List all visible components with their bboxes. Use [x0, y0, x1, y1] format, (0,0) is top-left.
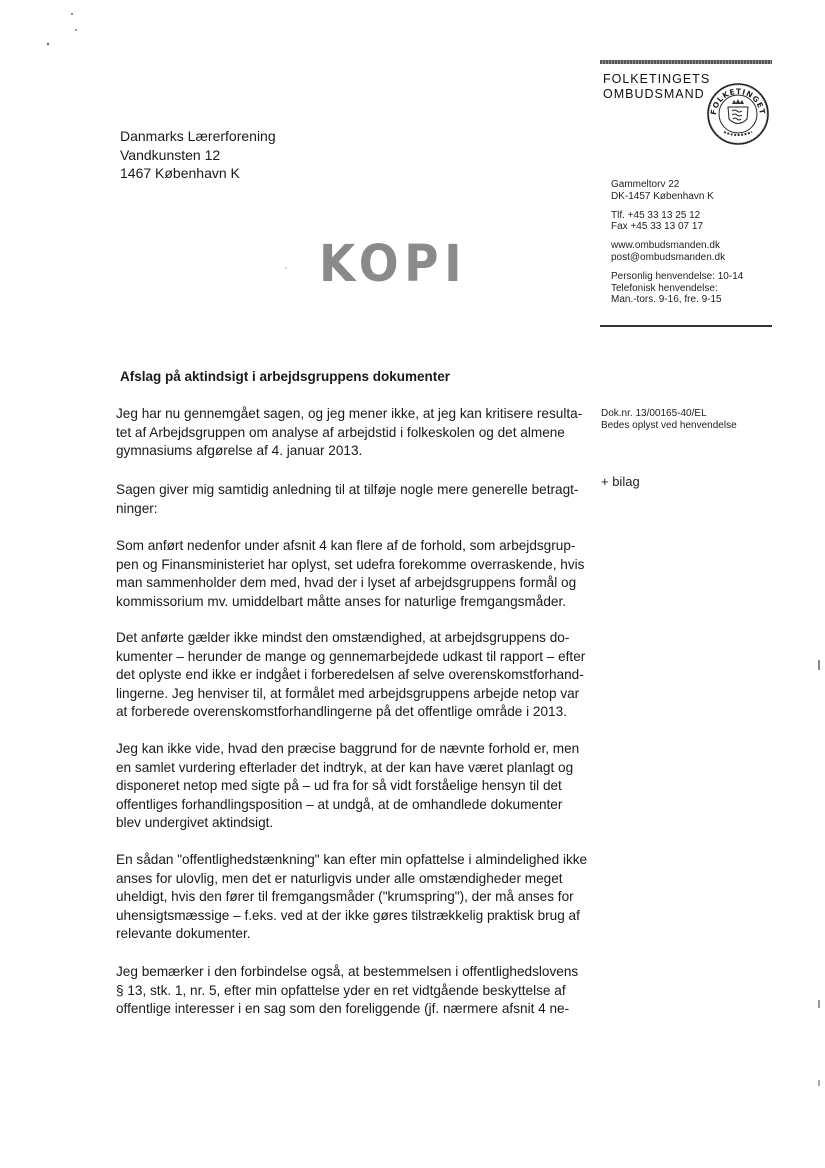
paragraph-line: uhensigtsmæssige – f.eks. ved at der ikke gøres tilstrækkelig praktisk brug af — [116, 907, 580, 923]
paragraph-line: Som anført nedenfor under afsnit 4 kan flere af de forhold, som arbejdsgrup- — [116, 538, 576, 553]
document-number: Dok.nr. 13/00165-40/EL — [601, 408, 707, 419]
paragraph-line: disponeret netop med sigte på – ud fra for så vidt forståelige hensyn til det — [116, 778, 562, 794]
header-top-rule — [600, 60, 772, 64]
contact-block — [611, 179, 743, 306]
body-paragraph — [116, 963, 586, 1019]
paragraph-line: Sagen giver mig samtidig anledning til at tilføje nogle mere generelle betragt- — [116, 482, 579, 497]
recipient-line: Vandkunsten 12 — [120, 146, 221, 163]
attachment-note: + bilag — [601, 474, 640, 489]
document-reference — [601, 408, 737, 432]
contact-web: www.ombudsmanden.dk — [611, 240, 720, 252]
org-line-2: OMBUDSMAND — [603, 87, 705, 101]
folketinget-seal-icon — [706, 82, 770, 146]
body-paragraph — [116, 740, 586, 833]
paragraph-line: uheldigt, hvis den fører til fremgangsmåder ("krumspring"), der må anses for — [116, 889, 574, 905]
paragraph-line: offentlige interesser i en sag som den foreliggende (jf. nærmere afsnit 4 ne- — [116, 1001, 570, 1017]
paragraph-line: offentliges forhandlingsposition – at undgå, at de omhandlede dokumenter — [116, 796, 563, 812]
paragraph-line: Jeg bemærker i den forbindelse også, at bestemmelsen i offentlighedslovens — [116, 964, 579, 979]
body-paragraph — [116, 481, 586, 518]
body-paragraph — [116, 851, 586, 944]
paragraph-line: lingerne. Jeg henviser til, at formålet med arbejdsgruppens arbejde netop var — [116, 685, 580, 701]
paragraph-line: ninger: — [116, 500, 158, 516]
body-paragraph — [116, 537, 586, 611]
body-paragraph — [116, 629, 586, 722]
contact-phone: Tlf. +45 33 13 25 12 — [611, 209, 701, 221]
contact-bottom-rule — [600, 325, 772, 327]
recipient-address — [120, 127, 276, 183]
organization-name — [603, 72, 710, 102]
contact-hours: Telefonisk henvendelse: — [611, 282, 718, 294]
paragraph-line: pen og Finansministeriet har oplyst, set udefra forekomme overraskende, hvis — [116, 556, 585, 572]
contact-hours: Personlig henvendelse: 10-14 — [611, 270, 744, 282]
recipient-line: 1467 København K — [120, 165, 240, 181]
paragraph-line: Jeg har nu gennemgået sagen, og jeg mener ikke, at jeg kan kritisere resulta- — [116, 406, 583, 421]
copy-stamp: KOPI — [319, 235, 468, 294]
org-line-1: FOLKETINGETS — [603, 72, 711, 86]
reference-note: Bedes oplyst ved henvendelse — [601, 420, 737, 431]
paragraph-line: kumenter – herunder de mange og gennemarbejdede udkast til rapport – efter — [116, 648, 586, 664]
contact-fax: Fax +45 33 13 07 17 — [611, 221, 704, 233]
paragraph-line: man sammenholder dem med, hvad der i lyset af arbejdsgruppens formål og — [116, 575, 577, 591]
paragraph-line: Det anførte gælder ikke mindst den omstændighed, at arbejdsgruppens do- — [116, 630, 570, 645]
contact-email: post@ombudsmanden.dk — [611, 251, 726, 263]
recipient-line: Danmarks Lærerforening — [120, 128, 276, 144]
paragraph-line: § 13, stk. 1, nr. 5, efter min opfattelse yder en ret vidtgående beskyttelse af — [116, 982, 566, 998]
paragraph-line: at forberede overenskomstforhandlingerne på det offentlige område i 2013. — [116, 704, 567, 720]
paragraph-line: gymnasiums afgørelse af 4. januar 2013. — [116, 443, 363, 459]
paragraph-line: en samlet vurdering efterlader det indtryk, at der kan have været planlagt og — [116, 759, 574, 775]
svg-text:FOLKETINGET: FOLKETINGET — [708, 86, 768, 116]
paragraph-line: En sådan "offentlighedstænkning" kan efter min opfattelse i almindelighed ikke — [116, 852, 588, 867]
paragraph-line: anses for ulovlig, men det er naturligvis under alle omstændigheder meget — [116, 870, 563, 886]
paragraph-line: det oplyste end ikke er indgået i forberedelsen af selve overenskomstforhand- — [116, 667, 584, 683]
letter-subject: Afslag på aktindsigt i arbejdsgruppens dokumenter — [120, 369, 451, 384]
paragraph-line: tet af Arbejdsgruppen om analyse af arbejdstid i folkeskolen og det almene — [116, 424, 565, 440]
contact-street: Gammeltorv 22 — [611, 179, 680, 190]
contact-city: DK-1457 København K — [611, 190, 714, 202]
paragraph-line: blev undergivet aktindsigt. — [116, 815, 274, 831]
body-paragraph — [116, 405, 586, 461]
contact-hours: Man.-tors. 9-16, fre. 9-15 — [611, 294, 722, 306]
paragraph-line: kommissorium mv. umiddelbart måtte anses for naturlige fremgangsmåder. — [116, 593, 567, 609]
paragraph-line: Jeg kan ikke vide, hvad den præcise baggrund for de nævnte forhold er, men — [116, 741, 580, 756]
paragraph-line: relevante dokumenter. — [116, 926, 251, 942]
